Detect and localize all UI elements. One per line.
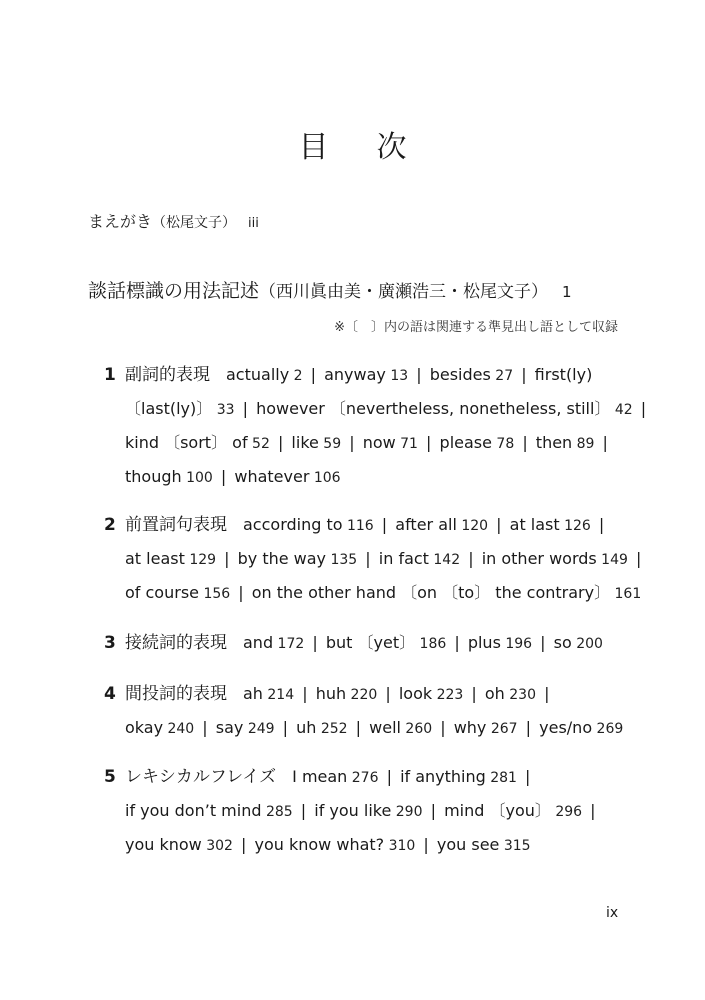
- toc-entry[interactable]: [326, 633, 446, 652]
- entry-term: okay: [125, 718, 164, 737]
- toc-section-2: [104, 508, 642, 610]
- entry-page: 42: [610, 402, 633, 418]
- entry-term: why: [453, 718, 487, 737]
- toc-entry[interactable]: [238, 549, 358, 568]
- entry-page: 161: [610, 586, 642, 602]
- entry-term: yes/no: [539, 718, 593, 737]
- entry-separator: |: [237, 399, 254, 418]
- section-number: 4: [104, 684, 116, 704]
- entry-separator: |: [215, 467, 232, 486]
- entry-page: 276: [347, 770, 379, 786]
- preface-label: まえがき: [88, 212, 153, 231]
- entry-page: 310: [384, 838, 416, 854]
- entry-page: 260: [400, 721, 433, 737]
- entry-page: 71: [395, 436, 418, 452]
- toc-entry[interactable]: [440, 433, 515, 452]
- entry-separator: |: [350, 718, 367, 737]
- entry-term: now: [362, 433, 396, 452]
- toc-entry[interactable]: [291, 433, 341, 452]
- entry-term: at least: [125, 549, 185, 568]
- entry-separator: |: [197, 718, 213, 737]
- entry-page: 269: [592, 721, 624, 737]
- entry-page: 186: [415, 636, 447, 652]
- entry-term: 〔last(ly)〕: [125, 399, 213, 418]
- section-line: [104, 677, 624, 711]
- entry-separator: |: [307, 633, 323, 652]
- entry-term: you see: [436, 835, 500, 854]
- entry-separator: |: [418, 835, 434, 854]
- entry-page: 230: [504, 687, 536, 703]
- toc-entry[interactable]: [216, 718, 275, 737]
- entry-page: 2: [289, 368, 303, 384]
- section-line: [104, 542, 642, 576]
- toc-entry-part[interactable]: [88, 276, 572, 303]
- toc-entry[interactable]: [243, 633, 304, 652]
- entry-term: if anything: [400, 767, 486, 786]
- entry-page: 89: [572, 436, 595, 452]
- toc-entry[interactable]: [454, 718, 518, 737]
- toc-entry[interactable]: [125, 801, 293, 820]
- entry-page: 220: [346, 687, 378, 703]
- section-line: [104, 392, 647, 426]
- entry-page: 214: [262, 687, 295, 703]
- toc-entry[interactable]: [363, 433, 418, 452]
- entry-term: after all: [395, 515, 457, 534]
- entry-term: kind 〔sort〕 of: [125, 433, 248, 452]
- entry-term: oh: [484, 684, 505, 703]
- entry-separator: |: [635, 399, 647, 418]
- toc-entry[interactable]: [125, 549, 216, 568]
- entry-page: 59: [318, 436, 342, 452]
- entry-separator: |: [344, 433, 360, 452]
- entry-term: mind 〔you〕: [444, 801, 551, 820]
- entry-term: you know what?: [254, 835, 385, 854]
- entry-separator: |: [411, 365, 427, 384]
- section-number: 2: [104, 515, 116, 535]
- entry-term: plus: [467, 633, 501, 652]
- entry-separator: |: [519, 767, 531, 786]
- preface-page: iii: [248, 216, 259, 231]
- entry-term: in fact: [378, 549, 429, 568]
- entry-page: 281: [485, 770, 517, 786]
- section-line: [104, 358, 624, 392]
- toc-entry[interactable]: [125, 433, 270, 452]
- toc-entry[interactable]: [296, 718, 347, 737]
- entry-term: you know: [125, 835, 202, 854]
- section-line: [104, 828, 624, 862]
- entry-page: 126: [559, 518, 591, 534]
- toc-entry[interactable]: [125, 718, 194, 737]
- entry-separator: |: [272, 433, 289, 452]
- entry-term: if you don’t mind: [125, 801, 262, 820]
- preface-author: （松尾文子）: [152, 215, 237, 231]
- entry-term: ah: [243, 684, 263, 703]
- toc-entry[interactable]: [316, 684, 378, 703]
- entry-separator: |: [219, 549, 235, 568]
- entry-separator: |: [585, 801, 596, 820]
- toc-entry[interactable]: [535, 365, 593, 384]
- section-line: [104, 794, 624, 828]
- toc-entry[interactable]: [430, 365, 513, 384]
- entry-separator: |: [295, 801, 312, 820]
- entry-page: 156: [199, 586, 231, 602]
- entry-term: like: [291, 433, 319, 452]
- entry-page: 249: [243, 721, 275, 737]
- entry-term: by the way: [237, 549, 327, 568]
- entry-separator: |: [538, 684, 550, 703]
- entry-page: 296: [550, 804, 583, 820]
- entry-separator: |: [380, 684, 396, 703]
- entry-page: 135: [326, 552, 358, 568]
- toc-entry[interactable]: [510, 515, 591, 534]
- entry-page: 285: [261, 804, 293, 820]
- entry-term: uh: [296, 718, 317, 737]
- entry-separator: |: [597, 433, 608, 452]
- toc-section-5: [104, 760, 624, 862]
- toc-entry[interactable]: [379, 549, 460, 568]
- toc-entry[interactable]: [395, 515, 488, 534]
- entry-term: and: [243, 633, 274, 652]
- entry-separator: |: [233, 583, 249, 602]
- entry-separator: |: [516, 365, 532, 384]
- entry-separator: |: [491, 515, 507, 534]
- entry-term: if you like: [314, 801, 392, 820]
- toc-entry[interactable]: [255, 835, 416, 854]
- part-title: 談話標識の用法記述: [88, 280, 260, 302]
- entry-term: please: [439, 433, 492, 452]
- entry-page: 78: [491, 436, 515, 452]
- toc-section-4: [104, 677, 624, 745]
- title-char-1: 目: [298, 130, 329, 165]
- entry-term: I mean: [292, 767, 348, 786]
- toc-entry[interactable]: [125, 467, 213, 486]
- toc-entry[interactable]: [536, 433, 595, 452]
- entry-term: so: [553, 633, 572, 652]
- toc-entry[interactable]: [324, 365, 408, 384]
- entry-separator: |: [235, 835, 252, 854]
- toc-section-1: [104, 358, 647, 494]
- toc-entry[interactable]: [482, 549, 628, 568]
- toc-entry[interactable]: [234, 467, 340, 486]
- entry-separator: |: [277, 718, 294, 737]
- toc-entry[interactable]: [554, 633, 603, 652]
- section-category: 間投詞的表現: [125, 684, 227, 704]
- entry-page: 106: [309, 470, 341, 486]
- page-number: ix: [606, 905, 619, 921]
- toc-entry[interactable]: [314, 801, 422, 820]
- entry-page: 196: [500, 636, 533, 652]
- entry-separator: |: [381, 767, 398, 786]
- toc-entry[interactable]: [437, 835, 531, 854]
- toc-entry[interactable]: [243, 515, 374, 534]
- entry-term: first(ly): [534, 365, 593, 384]
- section-line: [104, 576, 642, 610]
- entry-term: according to: [243, 515, 343, 534]
- page-title: [0, 122, 705, 166]
- entry-separator: |: [463, 549, 479, 568]
- entry-page: 223: [432, 687, 464, 703]
- entry-term: anyway: [324, 365, 386, 384]
- toc-entry[interactable]: [243, 684, 294, 703]
- entry-page: 267: [486, 721, 518, 737]
- toc-entry-preface[interactable]: [88, 209, 259, 232]
- toc-entry[interactable]: [125, 835, 233, 854]
- entry-page: 252: [316, 721, 348, 737]
- entry-term: say: [215, 718, 244, 737]
- section-number: 3: [104, 633, 116, 653]
- entry-separator: |: [630, 549, 642, 568]
- toc-entry[interactable]: [468, 633, 532, 652]
- entry-page: 315: [499, 838, 531, 854]
- entry-separator: |: [376, 515, 393, 534]
- entry-term: on the other hand 〔on 〔to〕 the contrary〕: [251, 583, 611, 602]
- toc-entry[interactable]: [485, 684, 536, 703]
- toc-section-3: [104, 626, 624, 660]
- entry-page: 142: [428, 552, 461, 568]
- entry-page: 200: [571, 636, 603, 652]
- entry-separator: |: [520, 718, 537, 737]
- section-line: [104, 626, 624, 660]
- title-char-2: 次: [376, 130, 407, 165]
- entry-separator: |: [466, 684, 482, 703]
- entry-term: of course: [125, 583, 199, 602]
- entry-separator: |: [305, 365, 322, 384]
- entry-page: 149: [596, 552, 628, 568]
- toc-entry[interactable]: [444, 801, 582, 820]
- entry-separator: |: [420, 433, 437, 452]
- entry-term: but 〔yet〕: [325, 633, 416, 652]
- entry-term: at last: [509, 515, 560, 534]
- entry-term: whatever: [234, 467, 310, 486]
- toc-entry[interactable]: [539, 718, 623, 737]
- section-category: 副詞的表現: [125, 365, 210, 385]
- entry-term: actually: [226, 365, 290, 384]
- entry-page: 290: [391, 804, 423, 820]
- entry-page: 27: [490, 368, 514, 384]
- entry-term: however 〔nevertheless, nonetheless, still〕: [256, 399, 611, 418]
- entry-page: 100: [181, 470, 213, 486]
- entry-page: 52: [247, 436, 270, 452]
- entry-page: 302: [201, 838, 233, 854]
- part-page: 1: [562, 283, 572, 301]
- entry-term: look: [398, 684, 433, 703]
- section-category: 前置詞句表現: [125, 515, 227, 535]
- section-line: [104, 460, 624, 494]
- entry-separator: |: [535, 633, 551, 652]
- entry-separator: |: [297, 684, 313, 703]
- entry-separator: |: [593, 515, 605, 534]
- section-line: [104, 508, 624, 542]
- toc-entry[interactable]: [226, 365, 303, 384]
- entry-separator: |: [435, 718, 451, 737]
- entry-term: huh: [315, 684, 347, 703]
- toc-entry[interactable]: [125, 583, 230, 602]
- section-number: 5: [104, 767, 116, 787]
- section-line: [104, 760, 624, 794]
- entry-term: well: [369, 718, 401, 737]
- entry-separator: |: [360, 549, 376, 568]
- toc-entry[interactable]: [292, 767, 378, 786]
- entry-page: 13: [385, 368, 409, 384]
- section-number: 1: [104, 365, 116, 385]
- toc-entry[interactable]: [252, 583, 642, 602]
- entry-page: 120: [456, 518, 489, 534]
- entry-page: 33: [212, 402, 235, 418]
- entry-term: though: [125, 467, 182, 486]
- entry-separator: |: [449, 633, 465, 652]
- entry-page: 116: [342, 518, 374, 534]
- part-authors: （西川眞由美・廣瀬浩三・松尾文子）: [259, 282, 549, 302]
- section-category: レキシカルフレイズ: [125, 767, 277, 787]
- entry-separator: |: [517, 433, 533, 452]
- entry-term: in other words: [481, 549, 597, 568]
- toc-entry[interactable]: [399, 684, 463, 703]
- entry-page: 240: [163, 721, 195, 737]
- section-line: [104, 426, 624, 460]
- entry-separator: |: [425, 801, 442, 820]
- entry-term: besides: [429, 365, 491, 384]
- toc-entry[interactable]: [256, 399, 633, 418]
- part-note: ※〔 〕内の語は関連する準見出し語として収録: [334, 320, 618, 335]
- entry-page: 129: [184, 552, 217, 568]
- section-line: [104, 711, 624, 745]
- toc-entry[interactable]: [125, 399, 235, 418]
- toc-entry[interactable]: [400, 767, 517, 786]
- entry-term: then: [535, 433, 573, 452]
- entry-page: 172: [273, 636, 305, 652]
- toc-entry[interactable]: [369, 718, 432, 737]
- section-category: 接続詞的表現: [125, 633, 227, 653]
